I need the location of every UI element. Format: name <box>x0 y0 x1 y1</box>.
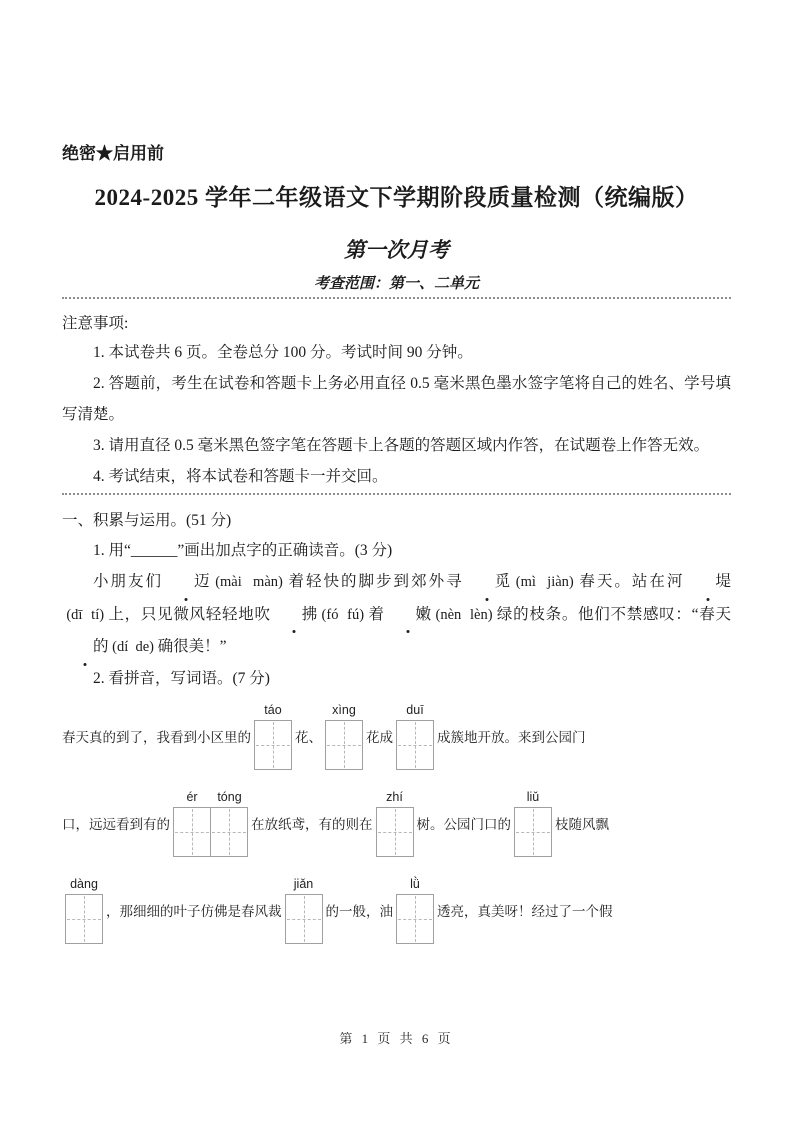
writing-box-group <box>376 789 414 857</box>
question2-label: 2. 看拼音，写词语。(7 分) <box>93 669 270 687</box>
question2-row-2 <box>62 789 731 857</box>
dotted-separator-middle <box>62 493 731 495</box>
passage-text: 春天。站在河 <box>579 573 685 590</box>
pinyin-label: tóng <box>217 789 242 804</box>
writing-box <box>396 720 434 770</box>
emphasis-dotted-char: 嫩 <box>385 599 432 631</box>
passage-text: 着 <box>368 605 385 623</box>
writing-box <box>173 807 211 857</box>
pinyin-label: duī <box>406 702 424 717</box>
dotted-separator-top <box>62 297 731 299</box>
pinyin-choice: (dí de) <box>108 639 158 655</box>
exam-subtitle: 第一次月考 <box>344 238 449 262</box>
writing-box-cell <box>514 789 552 857</box>
pinyin-choice: (nèn lèn) <box>431 606 497 623</box>
question2-row-1 <box>62 702 731 770</box>
row-text: 成簇地开放。来到公园门 <box>437 729 586 745</box>
writing-box <box>396 894 434 944</box>
page-footer: 第 1 页 共 6 页 <box>339 1031 454 1046</box>
passage-text: 确很美！” <box>157 638 227 655</box>
writing-box-cell <box>254 702 292 770</box>
pinyin-label: ér <box>186 789 198 804</box>
pinyin-choice: (mì jiàn) <box>510 574 580 590</box>
row-text: 树。公园门口的 <box>416 816 511 832</box>
writing-box-group <box>396 702 434 770</box>
writing-box-group <box>285 876 323 944</box>
writing-box-cell <box>285 876 323 944</box>
writing-box <box>285 894 323 944</box>
row-text: 枝随风飘 <box>555 816 609 832</box>
passage-text: 着轻快的脚步到郊外寻 <box>288 573 464 590</box>
row-text: 在放纸鸢，有的则在 <box>251 816 373 832</box>
row-text: ，那细细的叶子仿佛是春风裁 <box>106 903 282 919</box>
row-text: 春天真的到了，我看到小区里的 <box>62 729 251 745</box>
pinyin-label: zhí <box>386 789 403 804</box>
writing-box-cell <box>65 876 103 944</box>
writing-box <box>376 807 414 857</box>
pinyin-label: xìng <box>332 702 356 717</box>
writing-box-group <box>396 876 434 944</box>
writing-box-group <box>173 789 248 857</box>
notice-item: 4. 考试结束，将本试卷和答题卡一并交回。 <box>93 468 388 485</box>
notice-item: 1. 本试卷共 6 页。全卷总分 100 分。考试时间 90 分钟。 <box>93 344 473 361</box>
passage-text: 小朋友们 <box>93 573 164 590</box>
pinyin-label: táo <box>264 702 282 717</box>
writing-box-group <box>325 702 363 770</box>
question1-passage <box>62 566 731 664</box>
writing-box <box>254 720 292 770</box>
writing-box <box>325 720 363 770</box>
exam-scope: 考查范围：第一、二单元 <box>313 276 479 292</box>
writing-box-group <box>65 876 103 944</box>
emphasis-dotted-char: 拂 <box>271 599 318 631</box>
question1-label: 1. 用“______”画出加点字的正确读音。(3 分) <box>93 542 393 559</box>
section1-heading: 一、积累与运用。(51 分) <box>62 512 232 529</box>
pinyin-label: jiǎn <box>293 876 314 891</box>
emphasis-dotted-char: 觅 <box>464 566 511 598</box>
writing-box <box>210 807 248 857</box>
row-text: 的一般，油 <box>325 903 393 919</box>
writing-box-group <box>254 702 292 770</box>
secrecy-label: 绝密★启用前 <box>62 144 164 163</box>
passage-text: 绿的枝条。他们不禁感叹：“春天 <box>496 605 731 623</box>
emphasis-dotted-char: 迈 <box>163 566 210 598</box>
emphasis-dotted-char: 的 <box>62 631 109 663</box>
pinyin-label: lǜ <box>410 876 420 891</box>
question2-row-3 <box>62 876 731 944</box>
notice-item: 3. 请用直径 0.5 毫米黑色签字笔在答题卡上各题的答题区域内作答，在试题卷上作答无效。 <box>93 437 710 454</box>
writing-box-cell <box>396 876 434 944</box>
passage-text: 上，只见微风轻轻地吹 <box>108 605 271 623</box>
row-text: 口，远远看到有的 <box>62 816 170 832</box>
notice-item: 2. 答题前，考生在试卷和答题卡上务必用直径 0.5 毫米黑色墨水签字笔将自己的姓名、学号填写清楚。 <box>62 375 731 423</box>
writing-box <box>514 807 552 857</box>
pinyin-choice: (dī tí) <box>62 606 109 623</box>
pinyin-choice: (fó fú) <box>317 606 369 623</box>
writing-box-group <box>514 789 552 857</box>
writing-box-cell <box>173 789 211 857</box>
writing-box-cell <box>211 789 248 857</box>
writing-box <box>65 894 103 944</box>
exam-title: 2024-2025 学年二年级语文下学期阶段质量检测（统编版） <box>94 185 699 210</box>
writing-box-cell <box>325 702 363 770</box>
writing-box-cell <box>396 702 434 770</box>
row-text: 透亮，真美呀！经过了一个假 <box>437 903 613 919</box>
notice-heading: 注意事项: <box>62 315 129 332</box>
row-text: 花成 <box>366 729 393 745</box>
pinyin-choice: (mài màn) <box>209 574 289 590</box>
pinyin-label: dàng <box>70 876 98 891</box>
pinyin-label: liǔ <box>526 789 540 804</box>
emphasis-dotted-char: 堤 <box>684 566 731 598</box>
writing-box-cell <box>376 789 414 857</box>
row-text: 花、 <box>295 729 322 745</box>
